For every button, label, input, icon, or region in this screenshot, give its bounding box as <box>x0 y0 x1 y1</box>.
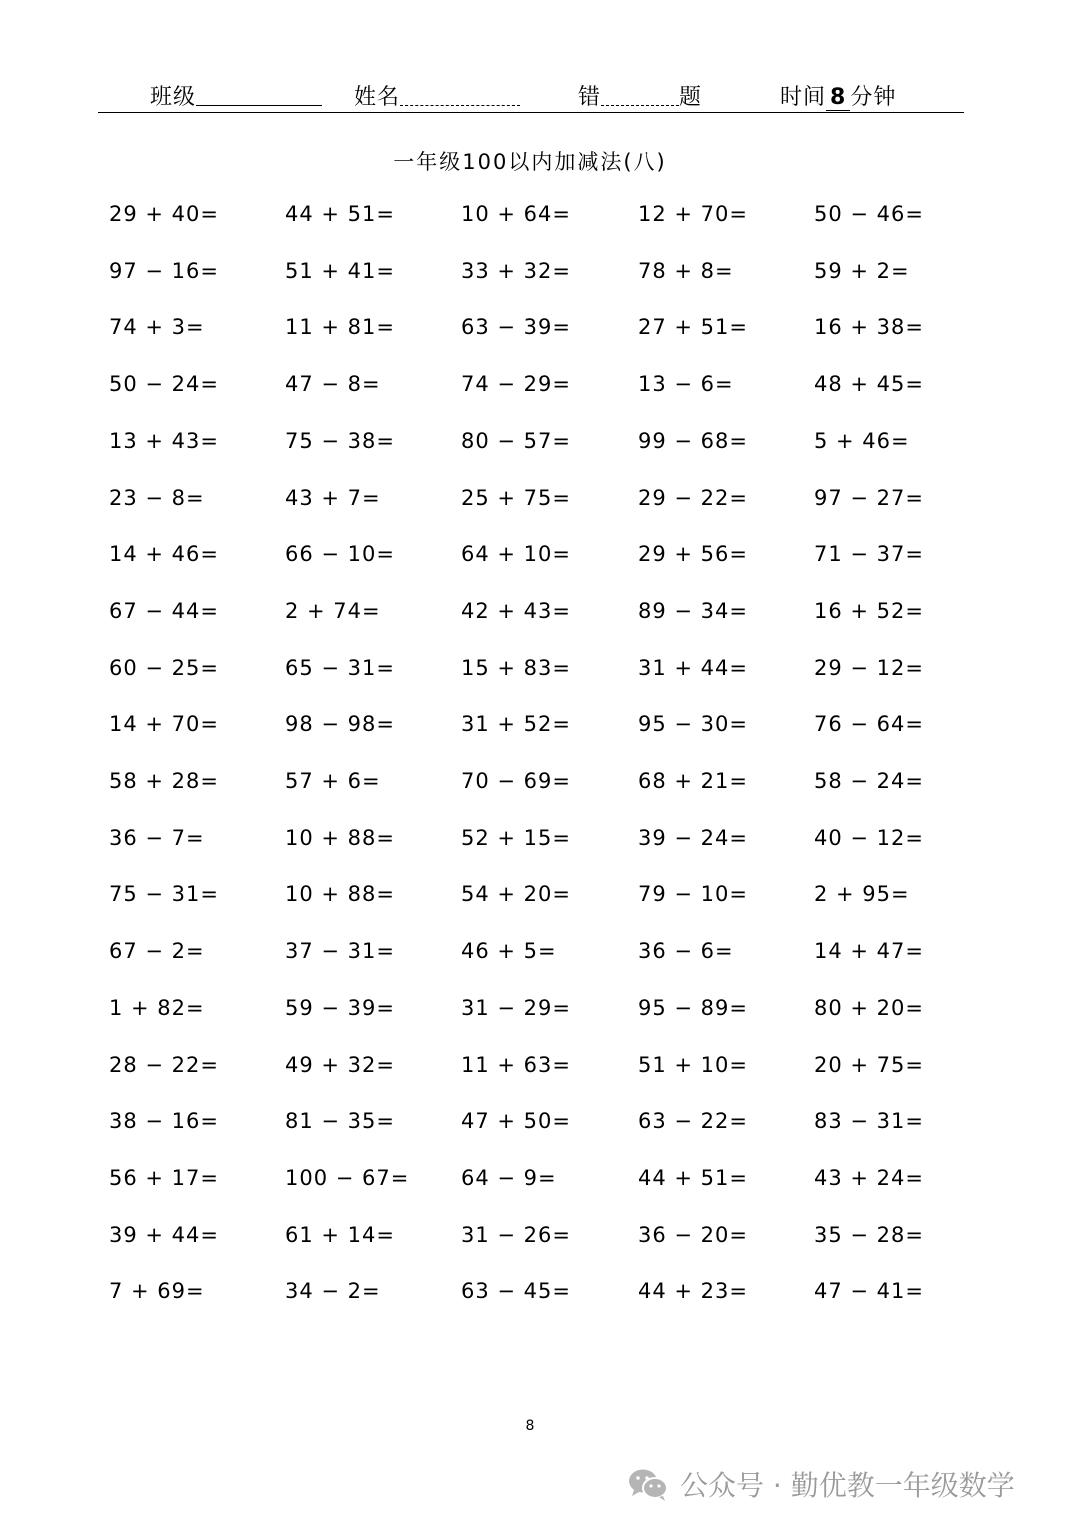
wechat-icon <box>626 1466 670 1502</box>
problem-item: 65 − 31= <box>285 655 395 680</box>
problem-item: 38 − 16= <box>109 1109 219 1134</box>
problem-item: 75 − 38= <box>285 428 395 453</box>
problem-row <box>0 429 1080 459</box>
problem-item: 31 + 52= <box>461 712 571 737</box>
class-label: 班级 <box>150 85 197 110</box>
problem-item: 25 + 75= <box>461 485 571 510</box>
problem-item: 89 − 34= <box>638 598 748 623</box>
problem-item: 51 + 10= <box>638 1052 748 1077</box>
worksheet-header <box>98 74 964 113</box>
problem-item: 67 − 44= <box>109 598 219 623</box>
wrong-count-blank[interactable] <box>601 85 679 106</box>
problem-item: 64 + 10= <box>461 542 571 567</box>
problem-row <box>0 882 1080 912</box>
problem-item: 44 + 51= <box>638 1165 748 1190</box>
problem-item: 43 + 7= <box>285 485 381 510</box>
problem-item: 83 − 31= <box>814 1109 924 1134</box>
problem-row <box>0 939 1080 969</box>
problem-item: 56 + 17= <box>109 1165 219 1190</box>
problem-item: 36 − 6= <box>638 939 734 964</box>
problem-item: 34 − 2= <box>285 1279 381 1304</box>
problem-item: 12 + 70= <box>638 202 748 226</box>
problem-row <box>0 542 1080 572</box>
problem-item: 71 − 37= <box>814 542 924 567</box>
problem-item: 47 + 50= <box>461 1109 571 1134</box>
problem-row <box>0 1279 1080 1309</box>
problem-item: 64 − 9= <box>461 1165 557 1190</box>
problem-item: 63 − 45= <box>461 1279 571 1304</box>
problem-item: 97 − 27= <box>814 485 924 510</box>
problem-row <box>0 1166 1080 1196</box>
problem-row <box>0 826 1080 856</box>
problem-item: 47 − 8= <box>285 372 381 397</box>
problem-item: 47 − 41= <box>814 1279 924 1304</box>
problem-item: 74 + 3= <box>109 315 205 340</box>
problem-item: 39 − 24= <box>638 825 748 850</box>
problem-item: 39 + 44= <box>109 1222 219 1247</box>
problem-item: 98 − 98= <box>285 712 395 737</box>
name-field <box>354 80 520 111</box>
problem-item: 79 − 10= <box>638 882 748 907</box>
problem-item: 68 + 21= <box>638 769 748 793</box>
watermark <box>626 1464 1015 1504</box>
problem-item: 2 + 95= <box>814 882 910 907</box>
problem-item: 11 + 81= <box>285 315 395 340</box>
watermark-text: 公众号 · 勤优教一年级数学 <box>680 1469 1015 1502</box>
problem-item: 63 − 22= <box>638 1109 748 1134</box>
page-number: 8 <box>525 1418 535 1434</box>
problem-item: 66 − 10= <box>285 542 395 567</box>
problem-row <box>0 712 1080 742</box>
problem-row <box>0 1109 1080 1139</box>
problem-item: 52 + 15= <box>461 825 571 850</box>
problem-item: 37 − 31= <box>285 939 395 964</box>
problem-row <box>0 372 1080 402</box>
time-value: 8 <box>826 85 850 111</box>
problem-item: 58 + 28= <box>109 769 219 793</box>
problem-item: 58 − 24= <box>814 769 924 793</box>
problem-item: 31 − 26= <box>461 1222 571 1247</box>
problem-item: 59 + 2= <box>814 258 910 283</box>
problem-item: 16 + 52= <box>814 598 924 623</box>
problem-item: 27 + 51= <box>638 315 748 340</box>
problem-item: 80 − 57= <box>461 428 571 453</box>
problem-item: 11 + 63= <box>461 1052 571 1077</box>
problem-item: 67 − 2= <box>109 939 205 964</box>
time-label: 时间 <box>780 85 827 110</box>
problem-item: 14 + 46= <box>109 542 219 567</box>
problem-item: 16 + 38= <box>814 315 924 340</box>
problem-item: 75 − 31= <box>109 882 219 907</box>
problem-item: 31 − 29= <box>461 995 571 1020</box>
problem-item: 2 + 74= <box>285 598 381 623</box>
problem-item: 46 + 5= <box>461 939 557 964</box>
problem-item: 57 + 6= <box>285 769 381 793</box>
name-label: 姓名 <box>354 85 401 110</box>
problem-item: 10 + 64= <box>461 202 571 226</box>
problem-item: 7 + 69= <box>109 1279 205 1304</box>
problem-item: 74 − 29= <box>461 372 571 397</box>
problem-item: 29 − 12= <box>814 655 924 680</box>
problem-item: 100 − 67= <box>285 1165 410 1190</box>
name-blank[interactable] <box>400 85 520 106</box>
problem-item: 50 − 24= <box>109 372 219 397</box>
problem-item: 35 − 28= <box>814 1222 924 1247</box>
class-field <box>150 80 322 111</box>
problem-item: 49 + 32= <box>285 1052 395 1077</box>
problem-row <box>0 315 1080 345</box>
problem-item: 78 + 8= <box>638 258 734 283</box>
problem-item: 33 + 32= <box>461 258 571 283</box>
problem-item: 23 − 8= <box>109 485 205 510</box>
problem-item: 70 − 69= <box>461 769 571 793</box>
problem-item: 51 + 41= <box>285 258 395 283</box>
problem-item: 14 + 47= <box>814 939 924 964</box>
problem-item: 76 − 64= <box>814 712 924 737</box>
wrong-count-field <box>578 80 702 111</box>
problem-item: 60 − 25= <box>109 655 219 680</box>
problem-item: 80 + 20= <box>814 995 924 1020</box>
problem-item: 15 + 83= <box>461 655 571 680</box>
problem-row <box>0 1053 1080 1083</box>
problem-item: 95 − 30= <box>638 712 748 737</box>
problem-item: 29 + 56= <box>638 542 748 567</box>
problem-row <box>0 259 1080 289</box>
problem-item: 5 + 46= <box>814 428 910 453</box>
wrong-label: 错 <box>578 85 602 110</box>
problem-item: 28 − 22= <box>109 1052 219 1077</box>
problem-row <box>0 599 1080 629</box>
time-field <box>780 80 896 111</box>
problem-item: 43 + 24= <box>814 1165 924 1190</box>
problem-item: 20 + 75= <box>814 1052 924 1077</box>
problem-item: 13 + 43= <box>109 428 219 453</box>
problem-item: 95 − 89= <box>638 995 748 1020</box>
problem-item: 14 + 70= <box>109 712 219 737</box>
problem-item: 59 − 39= <box>285 995 395 1020</box>
problem-item: 10 + 88= <box>285 825 395 850</box>
problem-item: 29 − 22= <box>638 485 748 510</box>
problem-item: 31 + 44= <box>638 655 748 680</box>
class-blank[interactable] <box>196 85 322 106</box>
problem-item: 13 − 6= <box>638 372 734 397</box>
worksheet-title: 一年级100以内加减法(八) <box>393 150 667 174</box>
problem-row <box>0 486 1080 516</box>
problem-row <box>0 769 1080 799</box>
problem-item: 42 + 43= <box>461 598 571 623</box>
problem-item: 54 + 20= <box>461 882 571 907</box>
problem-item: 81 − 35= <box>285 1109 395 1134</box>
problem-row <box>0 202 1080 232</box>
problem-item: 40 − 12= <box>814 825 924 850</box>
problem-row <box>0 1223 1080 1253</box>
problem-item: 99 − 68= <box>638 428 748 453</box>
time-unit: 分钟 <box>850 85 897 110</box>
problem-row <box>0 656 1080 686</box>
problem-item: 44 + 51= <box>285 202 395 226</box>
problem-item: 36 − 7= <box>109 825 205 850</box>
problem-item: 61 + 14= <box>285 1222 395 1247</box>
problem-row <box>0 996 1080 1026</box>
problem-item: 97 − 16= <box>109 258 219 283</box>
problem-item: 29 + 40= <box>109 202 219 226</box>
problem-item: 10 + 88= <box>285 882 395 907</box>
problem-item: 36 − 20= <box>638 1222 748 1247</box>
problem-item: 1 + 82= <box>109 995 205 1020</box>
problem-item: 44 + 23= <box>638 1279 748 1304</box>
problem-item: 63 − 39= <box>461 315 571 340</box>
problem-item: 48 + 45= <box>814 372 924 397</box>
problem-item: 50 − 46= <box>814 202 924 226</box>
wrong-suffix: 题 <box>679 85 703 110</box>
